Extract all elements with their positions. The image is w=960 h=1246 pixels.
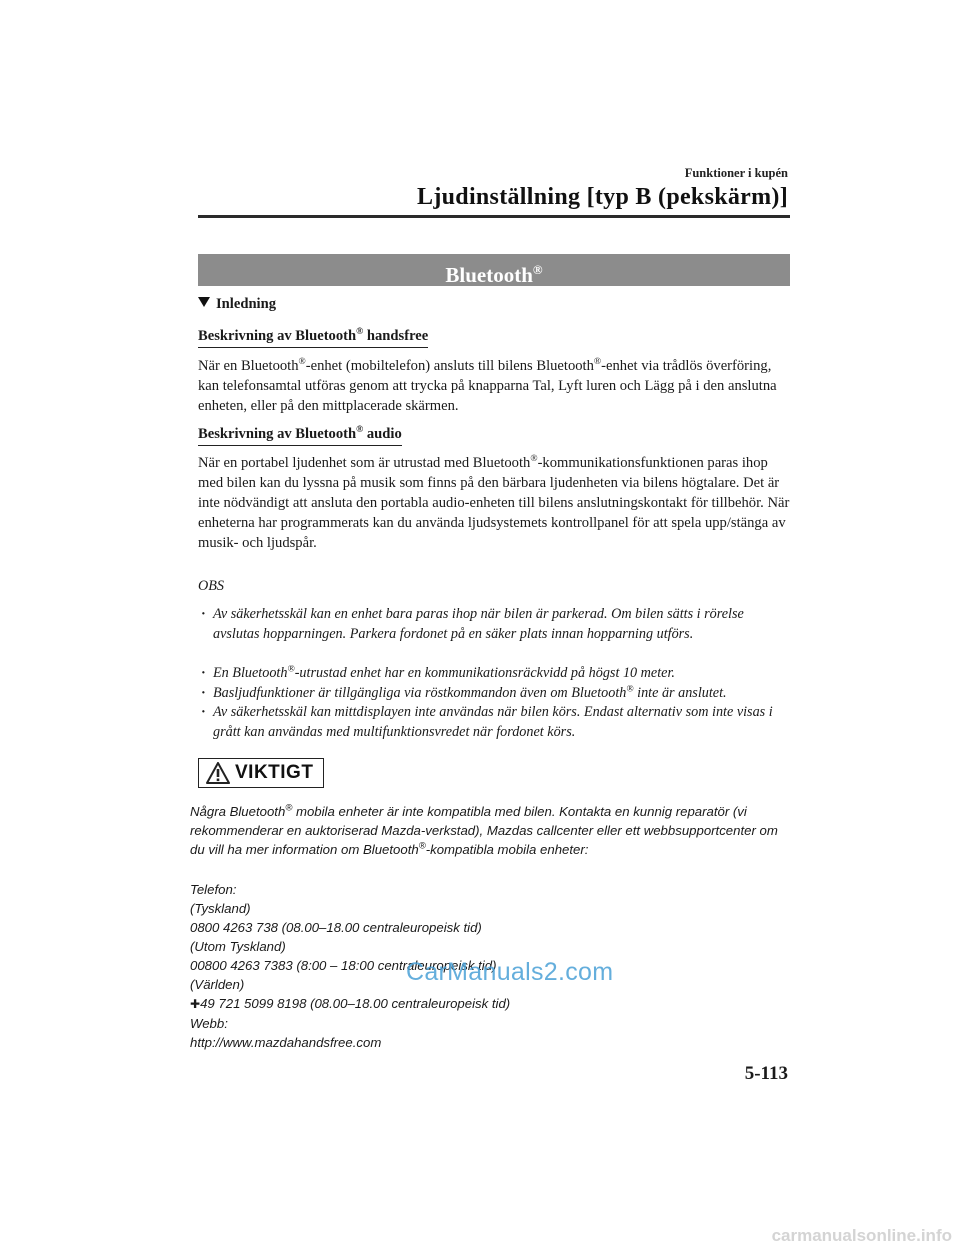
obs-bullet-2-pre: En Bluetooth: [213, 665, 288, 681]
reg-mark: ®: [356, 327, 364, 338]
contact-url: http://www.mazdahandsfree.com: [190, 1035, 382, 1050]
warning-label: VIKTIGT: [235, 762, 314, 783]
contact-line: (Världen): [190, 977, 245, 992]
band-reg: ®: [532, 262, 543, 277]
audio-paragraph: [198, 453, 790, 553]
reg-mark: ®: [626, 684, 634, 695]
reg-mark: ®: [593, 357, 602, 368]
warning-text-3: -kompatibla mobila enheter:: [425, 842, 589, 857]
band-title: Bluetooth: [445, 263, 533, 287]
watermark: CarManuals2.com: [406, 958, 614, 986]
obs-bullet-3-pre: Basljudfunktioner är tillgängliga via röstkommandon även om Bluetooth: [213, 685, 627, 701]
handsfree-text-2: -enhet (mobiltelefon) ansluts till bilens Bluetooth: [305, 358, 594, 374]
triangle-down-icon: [198, 297, 210, 307]
warning-icon: [206, 762, 230, 784]
intro-heading-text: Inledning: [216, 296, 277, 312]
reg-mark: ®: [287, 664, 295, 675]
handsfree-text-3: -enhet via trådlös överföring, kan telefonsamtal utföras genom att trycka på knapparna Tal, Lyft luren och Lägg på i den anslutna enheten, eller på den mittplacerade skärmen.: [198, 358, 777, 414]
contact-line: Telefon:: [190, 882, 237, 897]
audio-heading-pre: Beskrivning av Bluetooth: [198, 426, 357, 442]
obs-bullet-2-post: -utrustad enhet har en kommunikationsräckvidd på högst 10 meter.: [294, 665, 675, 681]
audio-heading: [198, 424, 790, 446]
header-rule: [198, 215, 790, 218]
warning-text-2: mobila enheter är inte kompatibla med bilen. Kontakta en kunnig reparatör (vi rekommenderar en auktoriserad Mazda-verkstad), Mazdas callcenter eller ett webbsupportcenter om du vill ha mer information om Bluetooth: [190, 804, 778, 857]
contact-line: Webb:: [190, 1016, 228, 1031]
audio-text-1: När en portabel ljudenhet som är utrustad med Bluetooth: [198, 455, 531, 471]
obs-bullet-2: [201, 664, 793, 684]
contact-line-world: 49 721 5099 8198 (08.00–18.00 centraleuropeisk tid): [200, 996, 511, 1011]
obs-bullet-1: · Av säkerhetsskäl kan en enhet bara paras ihop när bilen är parkerad. Om bilen sätts i rörelse avslutas hopparningen. Parkera fordonet på en säker plats innan hopparning utförs.: [201, 605, 793, 644]
contact-line: 00800 4263 7383 (8:00 – 18:00 centraleuropeisk tid): [190, 958, 497, 973]
handsfree-heading-pre: Beskrivning av Bluetooth: [198, 328, 357, 344]
reg-mark: ®: [285, 802, 293, 814]
handsfree-text-1: När en Bluetooth: [198, 358, 299, 374]
intro-heading: [198, 294, 790, 314]
contact-line: (Tyskland): [190, 901, 251, 916]
footer-site: carmanualsonline.info: [771, 1226, 952, 1245]
reg-mark: ®: [418, 840, 426, 852]
obs-bullet-3-post: inte är anslutet.: [633, 685, 727, 701]
plus-icon: ✚: [190, 997, 201, 1011]
obs-bullet-3: [201, 684, 793, 704]
page-number: 5-113: [744, 1063, 788, 1084]
reg-mark: ®: [530, 454, 538, 465]
section-title: Ljudinställning [typ B (pekskärm)]: [417, 184, 788, 210]
warning-box: [198, 758, 324, 788]
handsfree-heading: [198, 326, 790, 348]
obs-label: OBS: [198, 578, 225, 594]
audio-text-2: -kommunikationsfunktionen paras ihop med bilen kan du lyssna på musik som finns på den bärbara ljudenheten via bilens högtalare. Det är inte nödvändigt att ansluta den portabla audio-enheten till bilens anslutningskontakt för tillbehör. När enheterna har programmerats kan du använda ljudsystemets kontrollpanel för att spela upp/stänga av musik- och ljudspår.: [198, 455, 790, 551]
handsfree-paragraph: [198, 356, 790, 416]
warning-text-1: Några Bluetooth: [190, 804, 286, 819]
audio-heading-post: audio: [363, 426, 402, 442]
reg-mark: ®: [298, 357, 306, 368]
warning-paragraph: [190, 802, 790, 859]
contact-line: 0800 4263 738 (08.00–18.00 centraleuropeisk tid): [190, 920, 482, 935]
reg-mark: ®: [356, 425, 364, 436]
bluetooth-band: [198, 254, 790, 286]
contact-line: (Utom Tyskland): [190, 939, 286, 954]
chapter-title: Funktioner i kupén: [684, 166, 788, 180]
obs-bullet-4: · Av säkerhetsskäl kan mittdisplayen inte användas när bilen körs. Endast alternativ som inte visas i grått kan användas med multifunktionsvredet när fordonet körs.: [201, 703, 793, 742]
handsfree-heading-post: handsfree: [363, 328, 429, 344]
contact-line: [190, 994, 790, 1014]
